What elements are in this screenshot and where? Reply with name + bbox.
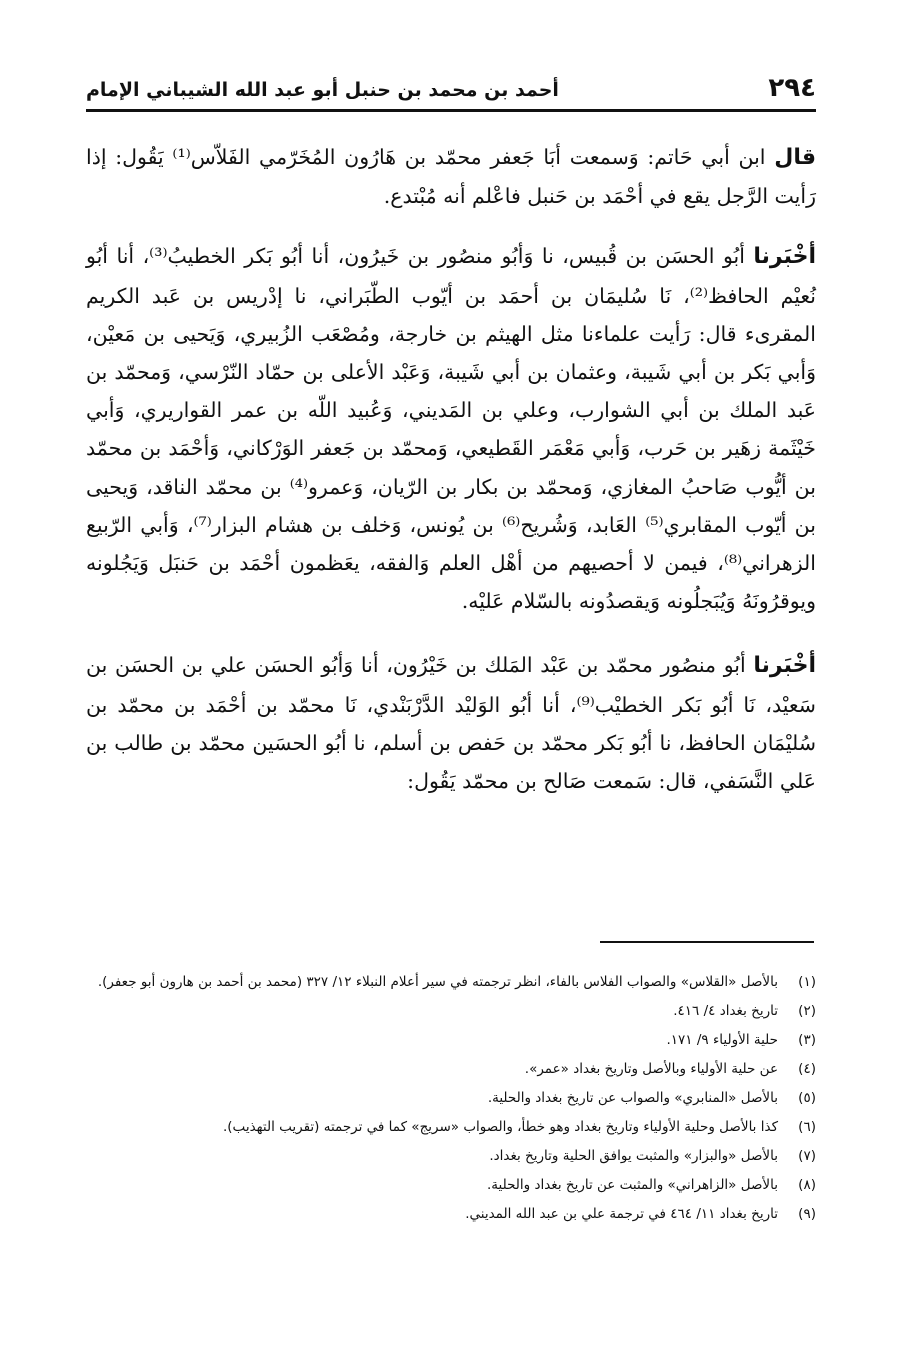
footnote-text: بالأصل «المنابري» والصواب عن تاريخ بغداد والحلية. [487,1090,778,1106]
footnote [86,1171,816,1200]
footnote [86,968,816,997]
paragraph [86,237,816,620]
footnote-number: (٧) [798,1148,816,1164]
footnote-text: عن حلية الأولياء وبالأصل وتاريخ بغداد «عمر». [524,1061,778,1077]
page-header [86,72,816,112]
running-title: أحمد بن محمد بن حنبل أبو عبد الله الشيباني الإمام [86,79,559,101]
footnote-number: (٥) [798,1090,816,1106]
footnote-text: بالأصل «القلاس» والصواب الفلاس بالفاء، انظر ترجمته في سير أعلام النبلاء ١٢/ ٣٢٧ (محمد بن أحمد بن هارون أبو جعفر). [97,974,778,990]
paragraph-lead-word: قال [774,145,816,170]
footnote-number: (٤) [798,1061,816,1077]
footnote-text: تاريخ بغداد ٤/ ٤١٦. [673,1003,778,1019]
footnote [86,1200,816,1229]
footnote-number: (٨) [798,1177,816,1193]
paragraph-text: أبُو الحسَن بن قُبيس، نا وَأبُو منصُور بن خَيرُون، أنا أبُو بَكر الخطيبُ⁽³⁾، أنا أبُو نُعيْم الحافظ⁽²⁾، نَا سُليمَان بن أحمَد بن أيّوب الطّبَراني، نا إدْريس بن عَبد الكريم المقرىء قال: رَأيت علماءنا مثل الهيثم بن خارجة، ومُصْعَب الزُبيري، وَيَحيى بن مَعيْن، وَأبي بَكر بن أبي شَيبة، وعثمان بن أبي شَيبة، وَعَبْد الأعلى بن حمّاد النّرْسي، وَمحمّد بن عَبد الملك بن أبي الشوارب، وعلي بن المَديني، وَعُبيد اللّه بن عمر القواريري، وَأبي خَيْثَمة زهَير بن حَرب، وَأبي مَعْمَر القَطيعي، وَمحمّد بن جَعفر الوَرْكاني، وَأحْمَد بن محمّد بن أيُّوب صَاحبُ المغازي، وَمحمّد بن بكار بن الرّيان، وَعمرو⁽⁴⁾ بن محمّد الناقد، وَيحيى بن أيّوب المقابري⁽⁵⁾ العَابد، وَشُريح⁽⁶⁾ بن يُونس، وَخلف بن هشام البزار⁽⁷⁾، وَأبي الرّبيع الزهراني⁽⁸⁾، فيمن لا أحصيهم من أهْل العلم وَالفقه، يعَظمون أحْمَد بن حَنبَل وَيَجُلونه ويوقرُونَهُ وَيُبَجلُونه وَيقصدُونه بالسّلام عَليْه. [86,244,817,614]
footnote [86,1026,816,1055]
paragraph [86,138,816,215]
paragraph-text: أبُو منصُور محمّد بن عَبْد المَلك بن خَيْرُون، أنا وَأبُو الحسَن علي بن الحسَن بن سَعيْد، نَا أبُو بَكر الخطيْب⁽⁹⁾، أنا أبُو الوَليْد الدَّرْبَنْدي، نَا محمّد بن أحْمَد بن محمّد بن سُليْمَان الحافظ، نا أبُو بَكر محمّد بن حَفص بن أسلم، نا أبُو الحسَين محمّد بن طالب بن عَلي النَّسَفي، قال: سَمعت صَالح بن محمّد يَقُول: [86,653,816,794]
footnote-text: بالأصل «الزاهراني» والمثبت عن تاريخ بغداد والحلية. [487,1177,778,1193]
footnote [86,1142,816,1171]
footnote-number: (٣) [798,1032,816,1048]
footnote-number: (٩) [798,1206,816,1222]
paragraph-text: ابن أبي حَاتم: وَسمعت أبَا جَعفر محمّد بن هَارُون المُخَرّمي الفَلاّس⁽¹⁾ يَقُول: إذا رَأيت الرَّجل يقع في أحْمَد بن حَنبل فاعْلم أنه مُبْتدع. [86,145,816,209]
page-number: ٢٩٤ [768,73,816,103]
footnotes [86,968,816,1229]
footnote [86,1084,816,1113]
paragraph [86,646,816,800]
footnote [86,1055,816,1084]
footnote-number: (٦) [798,1119,816,1135]
footnote-text: حلية الأولياء ٩/ ١٧١. [666,1032,778,1048]
footnote-text: بالأصل «والبزار» والمثبت يوافق الحلية وتاريخ بغداد. [489,1148,778,1164]
footnote-text: تاريخ بغداد ١١/ ٤٦٤ في ترجمة علي بن عبد الله المديني. [465,1206,778,1222]
footnote-separator [600,941,814,943]
footnote [86,1113,816,1142]
paragraph-lead-word: أخْبَرنا [753,653,816,679]
footnote-text: كذا بالأصل وحلية الأولياء وتاريخ بغداد وهو خطأ، والصواب «سريج» كما في ترجمته (تقريب التهذيب). [223,1119,778,1135]
footnote [86,997,816,1026]
paragraph-lead-word: أخْبَرنا [753,244,816,270]
main-text [86,138,816,800]
footnote-number: (٢) [798,1003,816,1019]
footnote-number: (١) [798,974,816,990]
